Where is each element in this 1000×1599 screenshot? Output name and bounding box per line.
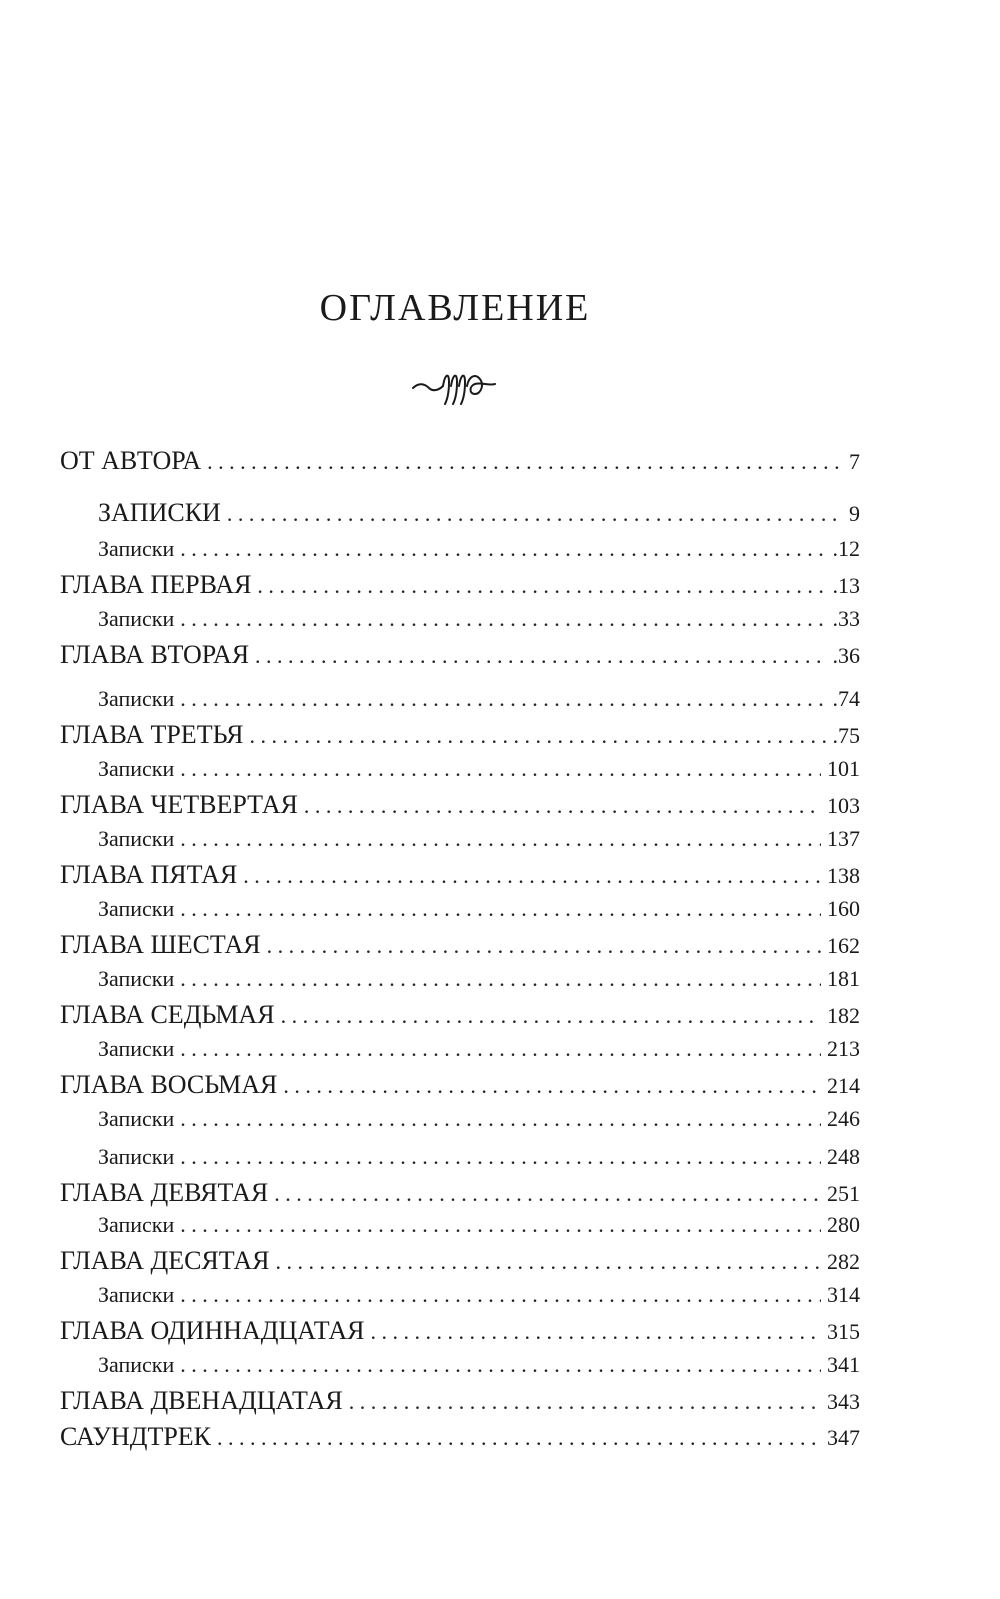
toc-entry-label: Записки	[98, 1352, 175, 1377]
toc-page-number: 7	[849, 449, 860, 474]
toc-entry	[60, 860, 860, 890]
toc-entry-label: САУНДТРЕК	[60, 1422, 212, 1451]
toc-leader-dots	[180, 1212, 821, 1238]
toc-leader-dots	[243, 863, 821, 889]
toc-entry-label: Записки	[98, 756, 175, 781]
toc-entry	[60, 790, 860, 820]
toc-leader-dots	[349, 1389, 821, 1415]
toc-entry-label: ОТ АВТОРА	[60, 446, 202, 475]
toc-entry-label: Записки	[98, 1106, 175, 1131]
toc-leader-dots	[180, 896, 821, 922]
toc-entry	[98, 1352, 860, 1378]
toc-page-number: .36	[832, 643, 860, 668]
toc-page-number: 347	[827, 1425, 860, 1450]
toc-entry	[60, 1000, 860, 1030]
toc-entry-label: ЗАПИСКИ	[98, 498, 221, 527]
toc-page-number: .12	[832, 536, 860, 561]
toc-entry	[60, 930, 860, 960]
page-title: ОГЛАВЛЕНИЕ	[319, 287, 591, 329]
toc-leader-dots	[180, 606, 826, 632]
toc-entry-label: ГЛАВА ПЯТАЯ	[60, 860, 238, 889]
toc-entry-label: ГЛАВА ДЕСЯТАЯ	[60, 1246, 270, 1275]
toc-leader-dots	[283, 1073, 821, 1099]
toc-entry	[98, 686, 860, 712]
toc-entry-label: ГЛАВА ТРЕТЬЯ	[60, 720, 244, 749]
toc-entry-label: Записки	[98, 606, 175, 631]
toc-entry-label: Записки	[98, 1036, 175, 1061]
toc-entry-label: ГЛАВА ВОСЬМАЯ	[60, 1070, 278, 1099]
toc-entry-label: Записки	[98, 1144, 175, 1169]
toc-leader-dots	[180, 966, 821, 992]
toc-entry	[60, 1246, 860, 1276]
toc-entry-label: Записки	[98, 896, 175, 921]
toc-page-number: 246	[827, 1106, 860, 1131]
toc-page-number: 251	[827, 1181, 860, 1206]
toc-page-number: 103	[827, 793, 860, 818]
toc-entry	[60, 1070, 860, 1100]
toc-entry-label: ГЛАВА ВТОРАЯ	[60, 640, 250, 669]
toc-page-number: 341	[827, 1352, 860, 1377]
toc-leader-dots	[217, 1425, 821, 1451]
toc-entry	[98, 536, 860, 562]
toc-entry-label: ГЛАВА ДЕВЯТАЯ	[60, 1178, 269, 1207]
toc-leader-dots	[207, 449, 843, 475]
toc-page-number: .75	[832, 723, 860, 748]
toc-leader-dots	[180, 536, 826, 562]
toc-entry	[98, 896, 860, 922]
toc-leader-dots	[371, 1319, 822, 1345]
toc-page-number: 343	[827, 1389, 860, 1414]
toc-page-number: 137	[827, 826, 860, 851]
toc-entry	[98, 1212, 860, 1238]
toc-leader-dots	[180, 756, 821, 782]
toc-entry	[60, 1422, 860, 1452]
toc-page-number: 181	[827, 966, 860, 991]
toc-entry	[60, 720, 860, 750]
toc-page-number: 182	[827, 1003, 860, 1028]
toc-leader-dots	[281, 1003, 821, 1029]
toc-leader-dots	[275, 1249, 821, 1275]
toc-entry-label: ГЛАВА СЕДЬМАЯ	[60, 1000, 275, 1029]
toc-entry	[60, 570, 860, 600]
toc-entry	[98, 606, 860, 632]
toc-page-number: 282	[827, 1249, 860, 1274]
toc-page-number: 9	[849, 501, 860, 526]
toc-page-number: 138	[827, 863, 860, 888]
toc-entry	[98, 1036, 860, 1062]
toc-leader-dots	[257, 573, 826, 599]
toc-entry-label: Записки	[98, 966, 175, 991]
toc-page-number: .13	[832, 573, 860, 598]
toc-page-number: 101	[827, 756, 860, 781]
toc-leader-dots	[180, 686, 826, 712]
toc-entry	[60, 1316, 860, 1346]
toc-page-number: 315	[827, 1319, 860, 1344]
toc-leader-dots	[304, 793, 821, 819]
toc-leader-dots	[227, 501, 843, 527]
toc-leader-dots	[180, 1352, 821, 1378]
toc-entry	[60, 1386, 860, 1416]
toc-entry	[60, 446, 860, 476]
toc-entry	[98, 966, 860, 992]
toc-entry	[60, 1178, 860, 1208]
toc-entry-label: ГЛАВА ШЕСТАЯ	[60, 930, 261, 959]
toc-entry	[98, 1144, 860, 1170]
toc-entry	[98, 826, 860, 852]
toc-page-number: 248	[827, 1144, 860, 1169]
toc-entry-label: Записки	[98, 826, 175, 851]
toc-entry-label: Записки	[98, 1282, 175, 1307]
toc-entry-label: Записки	[98, 536, 175, 561]
toc-leader-dots	[180, 1144, 821, 1170]
toc-entry-label: ГЛАВА ПЕРВАЯ	[60, 570, 252, 599]
toc-page-number: 160	[827, 896, 860, 921]
toc-entry-label: ГЛАВА ОДИННАДЦАТАЯ	[60, 1316, 365, 1345]
toc-leader-dots	[180, 1106, 821, 1132]
toc-leader-dots	[180, 1036, 821, 1062]
ornament-flourish-icon	[405, 360, 505, 410]
toc-entry	[60, 640, 860, 670]
toc-page-number: .33	[832, 606, 860, 631]
toc-entry	[98, 498, 860, 528]
toc-entry	[98, 1282, 860, 1308]
toc-entry-label: ГЛАВА ДВЕНАДЦАТАЯ	[60, 1386, 343, 1415]
toc-page-number: 214	[827, 1073, 860, 1098]
toc-leader-dots	[180, 1282, 821, 1308]
toc-leader-dots	[249, 723, 826, 749]
toc-entry-label: Записки	[98, 686, 175, 711]
toc-entry	[98, 1106, 860, 1132]
toc-leader-dots	[274, 1181, 821, 1207]
toc-entry-label: Записки	[98, 1212, 175, 1237]
toc-leader-dots	[267, 933, 821, 959]
toc-page-number: 162	[827, 933, 860, 958]
toc-leader-dots	[180, 826, 821, 852]
toc-entry	[98, 756, 860, 782]
toc-entry-label: ГЛАВА ЧЕТВЕРТАЯ	[60, 790, 298, 819]
toc-leader-dots	[255, 643, 826, 669]
toc-page-number: 213	[827, 1036, 860, 1061]
toc-page-number: 314	[827, 1282, 860, 1307]
toc-page-number: .74	[832, 686, 860, 711]
toc-page-number: 280	[827, 1212, 860, 1237]
